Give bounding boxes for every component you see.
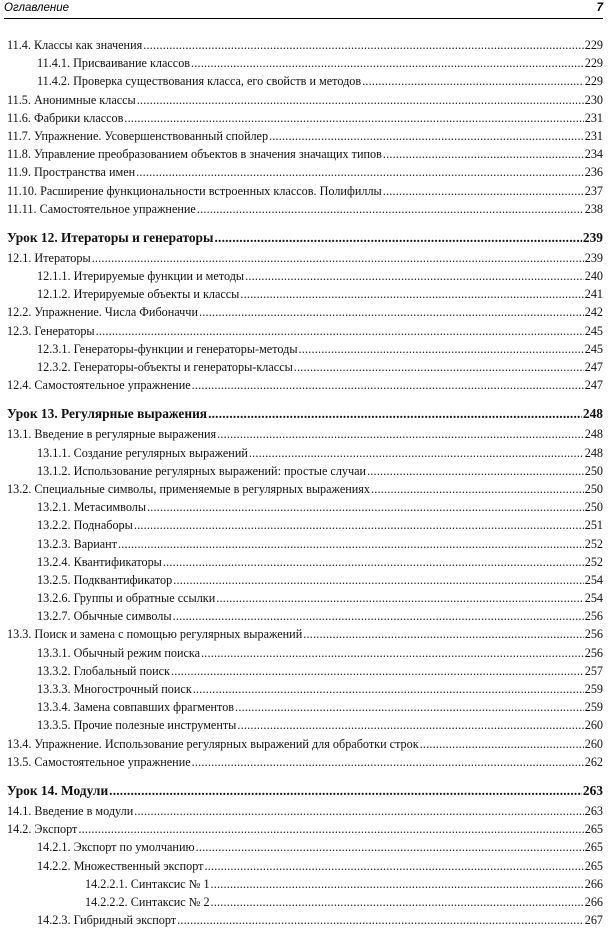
toc-entry: [7, 553, 603, 571]
toc-entry-title: 14.2.2.2. Синтаксис № 2: [85, 894, 210, 909]
toc-entry: [7, 716, 603, 734]
toc-entry: [7, 285, 603, 303]
toc-entry-title: 13.1. Введение в регулярные выражения: [7, 427, 217, 442]
dot-leader: [192, 376, 584, 394]
toc-entry: [7, 444, 603, 462]
dot-leader: [134, 516, 584, 534]
dot-leader: [371, 480, 584, 498]
dot-leader: [383, 182, 584, 200]
toc-entry-page: 265: [584, 840, 603, 855]
toc-entry-title: 14.1. Введение в модули: [7, 803, 134, 818]
toc-entry-title: 11.10. Расширение функциональности встроенных классов. Полифиллы: [7, 183, 382, 198]
toc-entry-title: 13.1.1. Создание регулярных выражений: [37, 445, 248, 460]
toc-entry: [7, 322, 603, 340]
toc-entry-title: 11.8. Управление преобразованием объектов в значения значащих типов: [7, 147, 382, 162]
toc-entry-title: 11.4. Классы как значения: [7, 38, 143, 52]
toc-entry-title: 12.3.1. Генераторы-функции и генераторы-методы: [37, 341, 298, 356]
toc-entry-page: 263: [584, 803, 603, 818]
toc-entry-title: 13.1.2. Использование регулярных выражений: простые случаи: [37, 463, 367, 478]
toc-entry-title: 13.2. Специальные символы, применяемые в регулярных выражениях: [7, 481, 370, 496]
dot-leader: [96, 322, 584, 340]
toc-entry-page: 247: [584, 360, 603, 374]
toc-entry-page: 240: [584, 269, 603, 284]
toc-entry: [7, 662, 603, 680]
toc-entry-page: 256: [584, 645, 603, 660]
toc-entry: [7, 680, 603, 698]
dot-leader: [303, 625, 583, 643]
toc-entry-page: 230: [584, 92, 603, 107]
toc-entry-page: 241: [584, 287, 603, 302]
toc-entry-title: Урок 14. Модули: [7, 782, 109, 798]
dot-leader: [201, 644, 584, 662]
toc-entry-page: 252: [584, 536, 603, 551]
toc-entry-page: 265: [584, 858, 603, 873]
toc-entry: [7, 607, 603, 625]
toc-entry: [7, 480, 603, 498]
toc-entry: [7, 182, 603, 200]
header-section-title: Оглавление: [4, 2, 69, 14]
toc-entry: [7, 838, 603, 856]
toc-entry: [7, 127, 603, 145]
toc-entry: [7, 340, 603, 358]
dot-leader: [211, 893, 584, 911]
toc-entry: [7, 145, 603, 163]
toc-entry: [7, 358, 603, 376]
toc-entry: [7, 498, 603, 516]
toc-entry: [7, 735, 603, 753]
dot-leader: [208, 404, 582, 423]
dot-leader: [163, 553, 584, 571]
table-of-contents: [7, 36, 603, 929]
toc-entry: [7, 163, 603, 181]
dot-leader: [367, 462, 584, 480]
dot-leader: [177, 911, 584, 929]
toc-entry-title: 12.1.1. Итерируемые функции и методы: [37, 269, 245, 284]
toc-entry-page: 263: [582, 782, 603, 798]
toc-entry-title: 12.2. Упражнение. Числа Фибоначчи: [7, 305, 198, 320]
toc-entry-title: Урок 12. Итераторы и генераторы: [7, 229, 214, 245]
toc-entry-page: 239: [584, 250, 603, 265]
dot-leader: [109, 781, 582, 800]
dot-leader: [249, 444, 584, 462]
toc-entry-page: 234: [584, 147, 603, 162]
toc-entry: [7, 911, 603, 929]
toc-entry-page: 256: [584, 627, 603, 642]
toc-entry-title: 14.2.2.1. Синтаксис № 1: [85, 876, 210, 891]
dot-leader: [211, 875, 584, 893]
toc-entry-page: 252: [584, 554, 603, 569]
dot-leader: [171, 662, 584, 680]
toc-entry-page: 260: [584, 736, 603, 751]
toc-entry-page: 260: [584, 718, 603, 733]
dot-leader: [193, 680, 584, 698]
toc-entry: [7, 425, 603, 443]
toc-entry: [7, 589, 603, 607]
dot-leader: [269, 127, 584, 145]
toc-chapter-entry: [7, 404, 603, 423]
toc-entry: [7, 462, 603, 480]
toc-entry-title: 12.1.2. Итерируемые объекты и классы: [37, 287, 240, 302]
toc-entry-title: 14.2.3. Гибридный экспорт: [37, 913, 177, 928]
dot-leader: [237, 716, 583, 734]
toc-entry: [7, 72, 603, 90]
dot-leader: [173, 607, 584, 625]
toc-entry-title: 13.3.5. Прочие полезные инструменты: [37, 718, 237, 733]
toc-entry-page: 257: [584, 663, 603, 678]
dot-leader: [199, 303, 584, 321]
toc-entry-page: 251: [584, 518, 603, 533]
dot-leader: [118, 535, 584, 553]
toc-entry-title: 13.3.2. Глобальный поиск: [37, 663, 170, 678]
toc-entry-page: 250: [584, 481, 603, 496]
toc-entry-title: 13.2.5. Подквантификатор: [37, 572, 173, 587]
dot-leader: [362, 72, 584, 90]
toc-chapter-entry: [7, 228, 603, 247]
dot-leader: [137, 91, 584, 109]
dot-leader: [299, 340, 584, 358]
toc-entry-title: 14.2. Экспорт: [7, 822, 78, 837]
toc-entry-title: 12.3.2. Генераторы-объекты и генераторы-классы: [37, 360, 293, 374]
toc-entry-title: 13.2.1. Метасимволы: [37, 500, 147, 515]
toc-entry-page: 265: [584, 822, 603, 837]
dot-leader: [192, 753, 584, 771]
toc-entry-page: 254: [584, 572, 603, 587]
toc-entry-title: 13.2.7. Обычные символы: [37, 609, 172, 624]
dot-leader: [136, 163, 584, 181]
toc-entry-title: 13.3.3. Многострочный поиск: [37, 682, 192, 696]
toc-entry-page: 231: [584, 128, 603, 143]
toc-entry-page: 238: [584, 201, 603, 216]
dot-leader: [92, 249, 584, 267]
toc-entry-page: 266: [584, 894, 603, 909]
dot-leader: [147, 498, 584, 516]
toc-entry: [7, 625, 603, 643]
toc-entry-title: 13.2.4. Квантификаторы: [37, 554, 162, 569]
dot-leader: [294, 358, 584, 376]
toc-entry-title: 13.2.2. Поднаборы: [37, 518, 133, 533]
toc-entry-page: 229: [584, 74, 603, 89]
toc-entry-title: 14.2.2. Множественный экспорт: [37, 858, 204, 873]
toc-entry-page: 229: [584, 38, 603, 52]
toc-chapter-entry: [7, 781, 603, 800]
toc-entry-page: 266: [584, 876, 603, 891]
toc-entry: [7, 753, 603, 771]
toc-entry-page: 229: [584, 56, 603, 71]
toc-entry-title: 11.4.1. Присваивание классов: [37, 56, 191, 71]
toc-entry-title: 11.4.2. Проверка существования класса, его свойств и методов: [37, 74, 362, 89]
toc-entry-page: 250: [584, 500, 603, 515]
dot-leader: [420, 735, 584, 753]
toc-entry: [7, 516, 603, 534]
toc-entry-page: 239: [582, 229, 603, 245]
toc-entry-title: 11.9. Пространства имен: [7, 165, 136, 180]
toc-entry: [7, 91, 603, 109]
toc-entry-title: 13.3.4. Замена совпавших фрагментов: [37, 700, 235, 715]
toc-entry: [7, 54, 603, 72]
toc-entry-title: 12.1. Итераторы: [7, 250, 91, 265]
dot-leader: [204, 857, 583, 875]
toc-entry: [7, 376, 603, 394]
toc-entry-page: 248: [582, 406, 603, 422]
toc-entry-page: 262: [584, 754, 603, 769]
toc-entry-title: 13.5. Самостоятельное упражнение: [7, 754, 191, 769]
toc-entry: [7, 893, 603, 911]
dot-leader: [245, 267, 584, 285]
dot-leader: [191, 54, 584, 72]
toc-entry-title: 13.4. Упражнение. Использование регулярных выражений для обработки строк: [7, 736, 419, 751]
toc-entry-page: 237: [584, 183, 603, 198]
toc-entry-page: 245: [584, 323, 603, 338]
toc-entry-title: 13.3. Поиск и замена с помощью регулярных выражений: [7, 627, 303, 642]
dot-leader: [383, 145, 584, 163]
toc-entry-title: Урок 13. Регулярные выражения: [7, 406, 208, 422]
toc-entry: [7, 249, 603, 267]
toc-entry-title: 12.4. Самостоятельное упражнение: [7, 378, 191, 393]
toc-entry-page: 256: [584, 609, 603, 624]
toc-entry-title: 11.7. Упражнение. Усовершенствованный спойлер: [7, 128, 269, 143]
dot-leader: [124, 109, 583, 127]
toc-entry-page: 236: [584, 165, 603, 180]
toc-entry-page: 254: [584, 591, 603, 606]
dot-leader: [214, 228, 581, 247]
toc-entry: [7, 802, 603, 820]
toc-entry-title: 14.2.1. Экспорт по умолчанию: [37, 840, 195, 855]
dot-leader: [134, 802, 584, 820]
toc-entry: [7, 644, 603, 662]
dot-leader: [143, 36, 584, 54]
toc-entry-page: 248: [584, 427, 603, 442]
dot-leader: [217, 425, 584, 443]
toc-entry: [7, 36, 603, 54]
toc-entry: [7, 303, 603, 321]
dot-leader: [173, 571, 584, 589]
toc-entry-page: 248: [584, 445, 603, 460]
toc-entry-title: 11.11. Самостоятельное упражнение: [7, 201, 196, 216]
toc-entry-title: 11.6. Фабрики классов: [7, 110, 124, 125]
toc-entry: [7, 857, 603, 875]
toc-entry: [7, 875, 603, 893]
toc-entry-page: 247: [584, 378, 603, 393]
dot-leader: [216, 589, 583, 607]
toc-entry-title: 11.5. Анонимные классы: [7, 92, 136, 107]
running-header: [4, 2, 603, 19]
toc-entry-title: 13.2.6. Группы и обратные ссылки: [37, 591, 216, 606]
toc-entry-page: 259: [584, 700, 603, 715]
toc-entry: [7, 698, 603, 716]
toc-entry-page: 267: [584, 913, 603, 928]
toc-entry: [7, 109, 603, 127]
toc-entry: [7, 820, 603, 838]
toc-entry: [7, 267, 603, 285]
toc-entry-title: 12.3. Генераторы: [7, 323, 95, 338]
toc-entry-title: 13.2.3. Вариант: [37, 536, 117, 551]
toc-entry-page: 231: [584, 110, 603, 125]
toc-entry: [7, 571, 603, 589]
toc-entry: [7, 535, 603, 553]
toc-entry-page: 245: [584, 341, 603, 356]
toc-entry: [7, 200, 603, 218]
dot-leader: [235, 698, 584, 716]
toc-entry-page: 250: [584, 463, 603, 478]
toc-entry-title: 13.3.1. Обычный режим поиска: [37, 645, 201, 660]
dot-leader: [197, 200, 584, 218]
dot-leader: [240, 285, 583, 303]
dot-leader: [78, 820, 583, 838]
toc-entry-page: 242: [584, 305, 603, 320]
header-page-number: 7: [596, 2, 603, 14]
toc-entry-page: 259: [584, 682, 603, 696]
dot-leader: [196, 838, 584, 856]
